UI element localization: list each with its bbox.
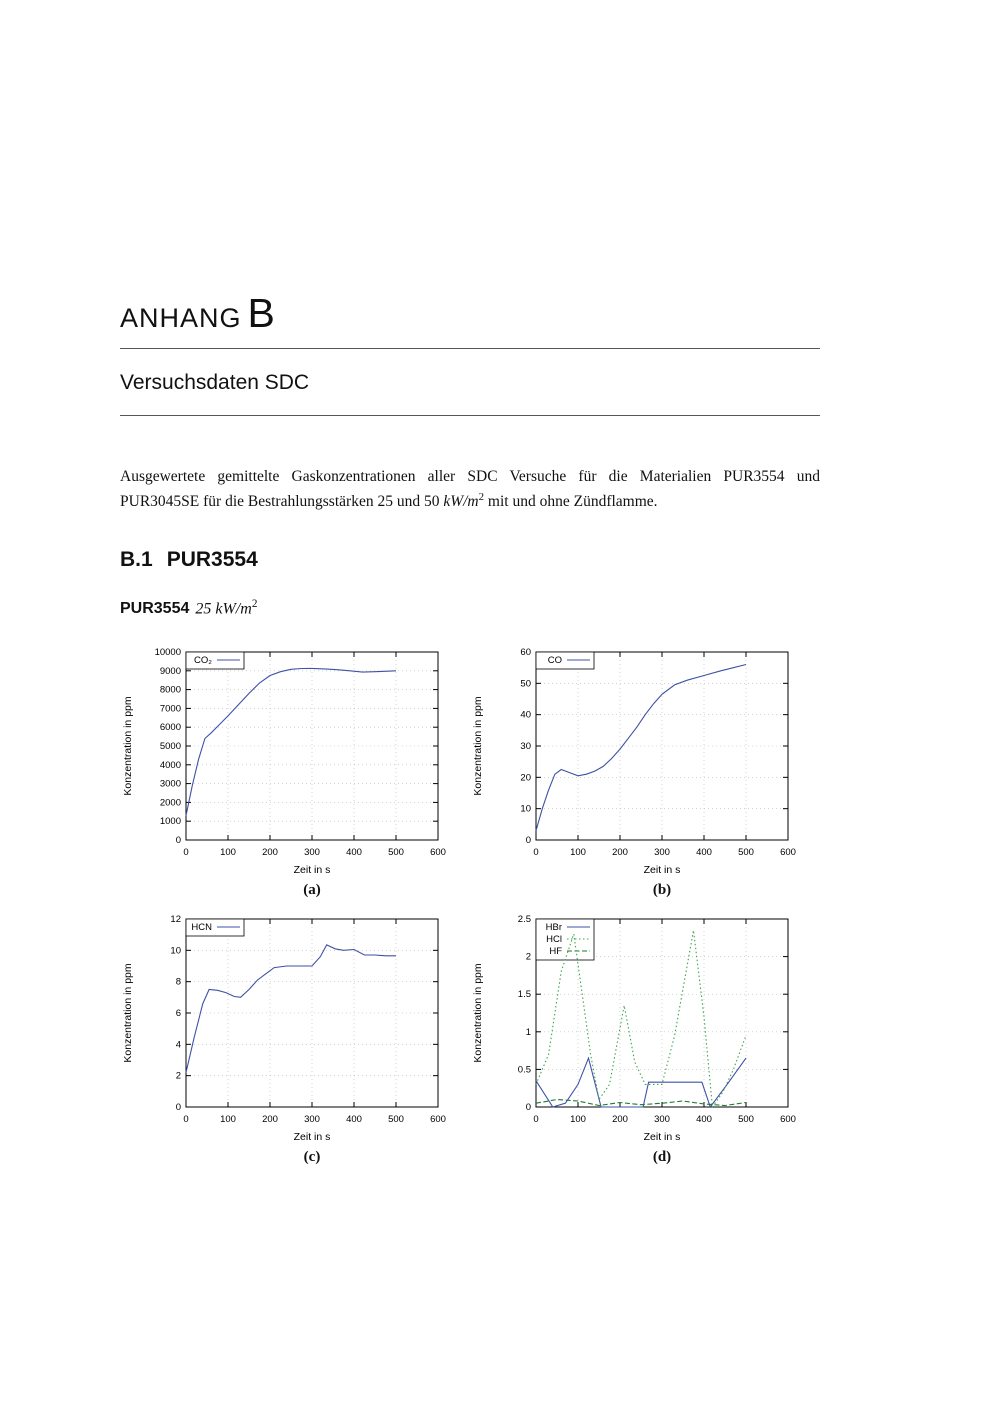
section-number: B.1 bbox=[120, 548, 153, 572]
svg-text:0: 0 bbox=[175, 1102, 181, 1114]
chapter-label: ANHANG bbox=[120, 303, 242, 333]
svg-text:5000: 5000 bbox=[159, 741, 181, 753]
svg-text:12: 12 bbox=[170, 914, 181, 926]
svg-text:400: 400 bbox=[346, 847, 362, 859]
svg-text:50: 50 bbox=[520, 678, 531, 690]
svg-text:6: 6 bbox=[175, 1008, 181, 1020]
svg-text:400: 400 bbox=[696, 847, 712, 859]
svg-text:HF: HF bbox=[549, 946, 562, 958]
subsection-math-exponent: 2 bbox=[251, 598, 258, 611]
svg-text:0: 0 bbox=[183, 847, 189, 859]
svg-text:Konzentration in ppm: Konzentration in ppm bbox=[472, 696, 484, 796]
chart-d-caption: (d) bbox=[652, 1149, 672, 1166]
svg-text:400: 400 bbox=[346, 1114, 362, 1126]
svg-text:Konzentration in ppm: Konzentration in ppm bbox=[122, 963, 134, 1063]
intro-paragraph bbox=[120, 466, 820, 514]
svg-text:600: 600 bbox=[430, 847, 446, 859]
svg-text:8000: 8000 bbox=[159, 684, 181, 696]
chart-c-hcn-plot bbox=[120, 909, 450, 1147]
figure-grid bbox=[120, 642, 820, 1166]
paragraph-text-1: Ausgewertete gemittelte Gaskonzentrationen aller SDC Versuche für die Materialien PUR3554 und PUR3045SE für die Bestrahlungsstärken 25 und 50 bbox=[120, 468, 820, 511]
svg-text:600: 600 bbox=[780, 847, 796, 859]
paragraph-text-2: mit und ohne Zündflamme. bbox=[484, 493, 658, 511]
svg-text:6000: 6000 bbox=[159, 722, 181, 734]
svg-text:2000: 2000 bbox=[159, 797, 181, 809]
svg-text:300: 300 bbox=[654, 1114, 670, 1126]
svg-text:100: 100 bbox=[220, 847, 236, 859]
figure-b bbox=[470, 642, 820, 899]
svg-text:Zeit in s: Zeit in s bbox=[643, 1131, 681, 1144]
svg-text:200: 200 bbox=[612, 1114, 628, 1126]
subsection-math: kW/m bbox=[215, 600, 252, 618]
subsection-heading bbox=[120, 598, 820, 618]
svg-text:500: 500 bbox=[388, 847, 404, 859]
svg-text:10: 10 bbox=[170, 945, 181, 957]
svg-text:0: 0 bbox=[533, 1114, 539, 1126]
svg-text:3000: 3000 bbox=[159, 778, 181, 790]
svg-text:CO: CO bbox=[547, 655, 562, 667]
chart-d-hbr-hcl-hf-plot bbox=[470, 909, 800, 1147]
svg-text:2.5: 2.5 bbox=[517, 914, 531, 926]
svg-text:9000: 9000 bbox=[159, 666, 181, 678]
svg-text:300: 300 bbox=[304, 847, 320, 859]
svg-text:10000: 10000 bbox=[154, 647, 181, 659]
paragraph-math-exponent: 2 bbox=[478, 490, 485, 503]
svg-text:8: 8 bbox=[175, 977, 181, 989]
svg-text:600: 600 bbox=[430, 1114, 446, 1126]
svg-text:4: 4 bbox=[175, 1039, 181, 1051]
svg-text:2: 2 bbox=[525, 951, 531, 963]
svg-text:0: 0 bbox=[533, 847, 539, 859]
svg-text:HCN: HCN bbox=[191, 922, 212, 934]
chart-a-caption: (a) bbox=[303, 882, 321, 899]
chart-b-co-plot bbox=[470, 642, 800, 880]
svg-text:1: 1 bbox=[525, 1027, 531, 1039]
figure-c bbox=[120, 909, 470, 1166]
svg-text:300: 300 bbox=[304, 1114, 320, 1126]
svg-text:100: 100 bbox=[220, 1114, 236, 1126]
subsection-material-label: PUR3554 bbox=[120, 600, 190, 618]
svg-text:0: 0 bbox=[175, 835, 181, 847]
svg-text:500: 500 bbox=[388, 1114, 404, 1126]
svg-text:500: 500 bbox=[738, 847, 754, 859]
svg-text:HCl: HCl bbox=[546, 934, 562, 946]
svg-text:1000: 1000 bbox=[159, 816, 181, 828]
chapter-heading bbox=[120, 290, 820, 336]
svg-text:600: 600 bbox=[780, 1114, 796, 1126]
figure-a bbox=[120, 642, 470, 899]
svg-text:200: 200 bbox=[612, 847, 628, 859]
svg-text:60: 60 bbox=[520, 647, 531, 659]
svg-text:10: 10 bbox=[520, 804, 531, 816]
svg-text:Konzentration in ppm: Konzentration in ppm bbox=[472, 963, 484, 1063]
chapter-subtitle: Versuchsdaten SDC bbox=[120, 371, 310, 394]
svg-text:40: 40 bbox=[520, 710, 531, 722]
chart-b-caption: (b) bbox=[652, 882, 672, 899]
svg-text:20: 20 bbox=[520, 772, 531, 784]
svg-text:0: 0 bbox=[183, 1114, 189, 1126]
svg-text:400: 400 bbox=[696, 1114, 712, 1126]
svg-text:0: 0 bbox=[525, 1102, 531, 1114]
chapter-letter: B bbox=[247, 290, 275, 336]
svg-text:1.5: 1.5 bbox=[517, 989, 531, 1001]
svg-text:Zeit in s: Zeit in s bbox=[293, 864, 331, 877]
heading-rule-bottom bbox=[120, 415, 820, 416]
chart-c-caption: (c) bbox=[303, 1149, 321, 1166]
svg-text:0.5: 0.5 bbox=[517, 1064, 531, 1076]
svg-text:Zeit in s: Zeit in s bbox=[643, 864, 681, 877]
svg-text:30: 30 bbox=[520, 741, 531, 753]
svg-text:300: 300 bbox=[654, 847, 670, 859]
svg-text:200: 200 bbox=[262, 847, 278, 859]
heading-rule-top bbox=[120, 348, 820, 349]
svg-text:200: 200 bbox=[262, 1114, 278, 1126]
section-heading bbox=[120, 548, 820, 572]
svg-text:100: 100 bbox=[570, 1114, 586, 1126]
svg-text:4000: 4000 bbox=[159, 760, 181, 772]
svg-text:CO₂: CO₂ bbox=[194, 655, 212, 667]
subsection-value-number: 25 bbox=[195, 600, 216, 618]
chart-a-co2-plot bbox=[120, 642, 450, 880]
svg-text:Konzentration in ppm: Konzentration in ppm bbox=[122, 696, 134, 796]
svg-text:100: 100 bbox=[570, 847, 586, 859]
svg-text:500: 500 bbox=[738, 1114, 754, 1126]
figure-d bbox=[470, 909, 820, 1166]
svg-text:0: 0 bbox=[525, 835, 531, 847]
svg-text:Zeit in s: Zeit in s bbox=[293, 1131, 331, 1144]
section-title: PUR3554 bbox=[166, 548, 258, 572]
svg-text:7000: 7000 bbox=[159, 703, 181, 715]
svg-text:HBr: HBr bbox=[545, 922, 562, 934]
svg-text:2: 2 bbox=[175, 1071, 181, 1083]
paragraph-math: kW/m bbox=[443, 493, 479, 511]
